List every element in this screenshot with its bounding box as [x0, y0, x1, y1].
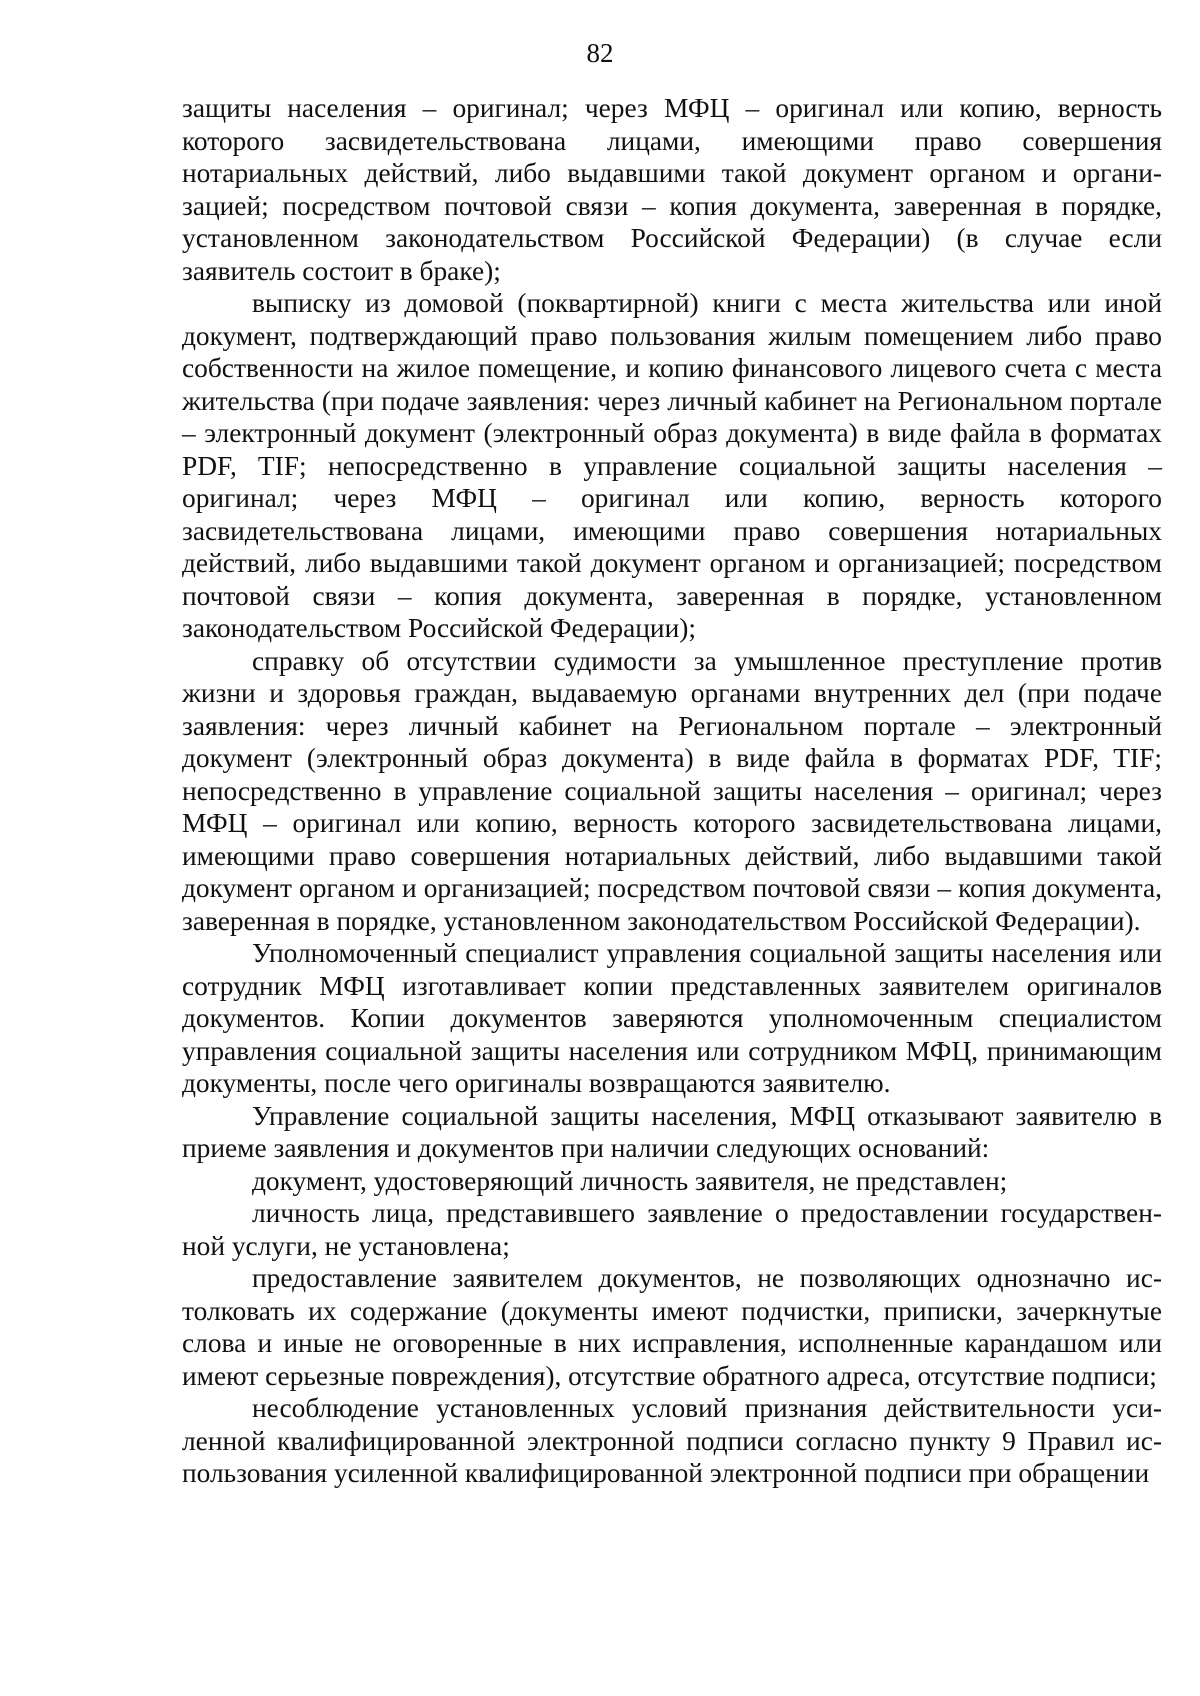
paragraph-refusal-identity-unverified: личность лица, представившего заявление о предоставлении государственной услуги, не установлена; — [182, 1198, 1162, 1261]
paragraph-refusal-no-id: документ, удостоверяющий личность заявителя, не представлен; — [252, 1165, 1008, 1196]
paragraph-refusal-grounds-intro: Управление социальной защиты населения, МФЦ отказывают заявителю в приеме заявления и документов при наличии следующих оснований: — [182, 1100, 1162, 1163]
page-number: 82 — [586, 38, 614, 68]
document-body — [182, 92, 1162, 1490]
paragraph-no-criminal-record: справку об отсутствии судимости за умышленное преступление против жизни и здоровья граждан, выдаваемую органами внутренних дел (при подаче заявления: через личный кабинет на Региональном портале – электронный документ (электронный образ документа) в виде файла в форматах PDF, TIF; непосредственно в управление социальной защиты населения – оригинал; через МФЦ – оригинал или копию, верность которого засвидетельствована лицами, имеющими право совершения нотариальных действий, либо выдавшими такой документ органом и организацией; посредством почтовой связи – копия документа, заверенная в порядке, установленном законодательством Российской Федерации). — [182, 645, 1162, 936]
paragraph-spouse-marriage-doc: защиты населения – оригинал; через МФЦ – оригинал или копию, верность которого засвидетельствована лицами, имеющими право совершения нотариальных действий, либо выдавшими такой документ органом и организацией; посредством почтовой связи – копия документа, заверенная в порядке, установленном законодательством Российской Федерации) (в случае если заявитель состоит в браке); — [182, 93, 1162, 286]
paragraph-refusal-ambiguous-docs: предоставление заявителем документов, не позволяющих однозначно истолковать их содержание (документы имеют подчистки, приписки, зачеркнутые слова и иные не оговоренные в них исправления, исполненные карандашом или имеют серьезные повреждения), отсутствие обратного адреса, отсутствие подписи; — [182, 1263, 1162, 1391]
paragraph-copies-certification: Уполномоченный специалист управления социальной защиты населения или сотрудник МФЦ изготавливает копии представленных заявителем оригиналов документов. Копии документов заверяются уполномоченным специалистом управления социальной защиты населения или сотрудником МФЦ, принимающим документы, после чего оригиналы возвращаются заявителю. — [182, 938, 1162, 1098]
paragraph-refusal-signature-invalid: несоблюдение установленных условий признания действительности усиленной квалифицированной электронной подписи согласно пункту 9 Правил использования усиленной квалифицированной электронной подписи при обращении — [182, 1393, 1162, 1488]
paragraph-house-book-extract: выписку из домовой (поквартирной) книги с места жительства или иной документ, подтверждающий право пользования жилым помещением либо право собственности на жилое помещение, и копию финансового лицевого счета с места жительства (при подаче заявления: через личный кабинет на Региональном портале – электронный документ (электронный образ документа) в виде файла в форматах PDF, TIF; непосредственно в управление социальной защиты населения – оригинал; через МФЦ – оригинал или копию, верность которого засвидетельствована лицами, имеющими право совершения нотариальных действий, либо выдавшими такой документ органом и организацией; посредством почтовой связи – копия документа, заверенная в порядке, установленном законодательством Российской Федерации); — [182, 288, 1162, 643]
